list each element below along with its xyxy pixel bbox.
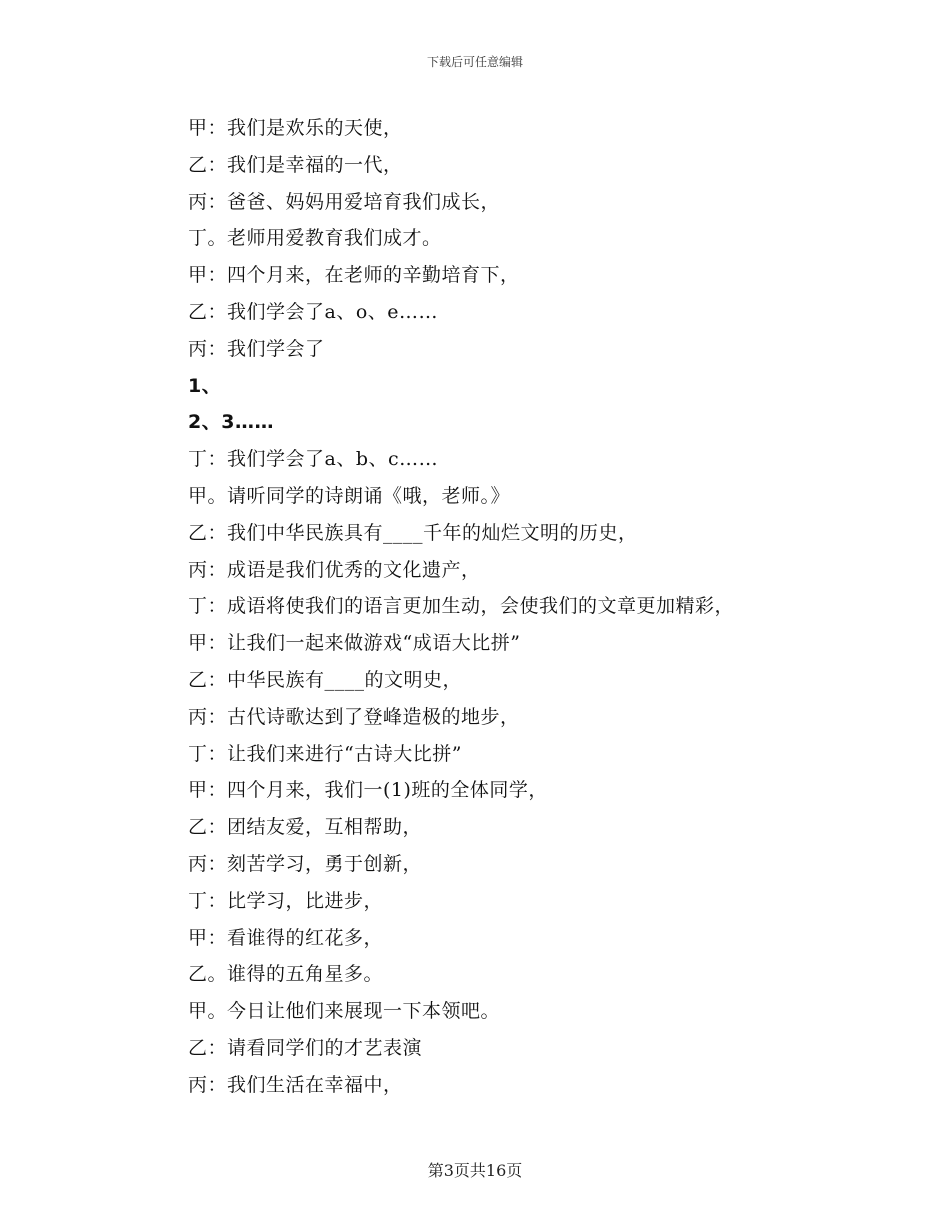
text-line: 丙：我们学会了 bbox=[188, 337, 325, 360]
text-line: 丙：我们生活在幸福中， bbox=[188, 1073, 403, 1096]
text-line: 丙：刻苦学习，勇于创新， bbox=[188, 852, 423, 875]
text-line: 乙。谁得的五角星多。 bbox=[188, 963, 384, 986]
document-body bbox=[188, 110, 828, 1104]
text-line: 丁：比学习，比进步， bbox=[188, 889, 384, 912]
text-line: 甲。今日让他们来展现一下本领吧。 bbox=[188, 1000, 501, 1023]
text-line: 甲：四个月来，我们一(1)班的全体同学， bbox=[188, 779, 548, 802]
list-number-line: 2、3…… bbox=[188, 411, 274, 434]
text-line: 甲：让我们一起来做游戏“成语大比拼” bbox=[188, 632, 521, 655]
text-line: 丙：成语是我们优秀的文化遗产， bbox=[188, 558, 481, 581]
page-number: 第3页共16页 bbox=[427, 1161, 523, 1180]
page-header: 下载后可任意编辑 bbox=[426, 55, 523, 69]
text-line: 乙：团结友爱，互相帮助， bbox=[188, 816, 423, 839]
text-line: 丁：让我们来进行“古诗大比拼” bbox=[188, 742, 462, 765]
text-line: 乙：请看同学们的才艺表演 bbox=[188, 1036, 423, 1059]
text-line: 甲：我们是欢乐的天使， bbox=[188, 117, 403, 139]
text-line: 甲。请听同学的诗朗诵《哦，老师。》 bbox=[188, 484, 511, 507]
text-line: 乙：我们学会了a、o、e…… bbox=[188, 300, 439, 323]
text-line: 乙：我们是幸福的一代， bbox=[188, 153, 403, 176]
text-line: 丙：爸爸、妈妈用爱培育我们成长， bbox=[188, 190, 501, 213]
text-line: 丙：古代诗歌达到了登峰造极的地步， bbox=[188, 705, 520, 728]
text-line: 丁。老师用爱教育我们成才。 bbox=[188, 227, 442, 250]
text-line: 乙：我们中华民族具有____千年的灿烂文明的历史， bbox=[188, 521, 638, 544]
text-line: 甲：四个月来，在老师的辛勤培育下， bbox=[188, 264, 520, 287]
text-line: 丁：我们学会了a、b、c…… bbox=[188, 448, 439, 471]
text-line: 丁：成语将使我们的语言更加生动，会使我们的文章更加精彩， bbox=[188, 595, 735, 618]
list-number-line: 1、 bbox=[188, 374, 222, 397]
text-line: 甲：看谁得的红花多， bbox=[188, 926, 384, 949]
text-line: 乙：中华民族有____的文明史， bbox=[188, 668, 463, 691]
